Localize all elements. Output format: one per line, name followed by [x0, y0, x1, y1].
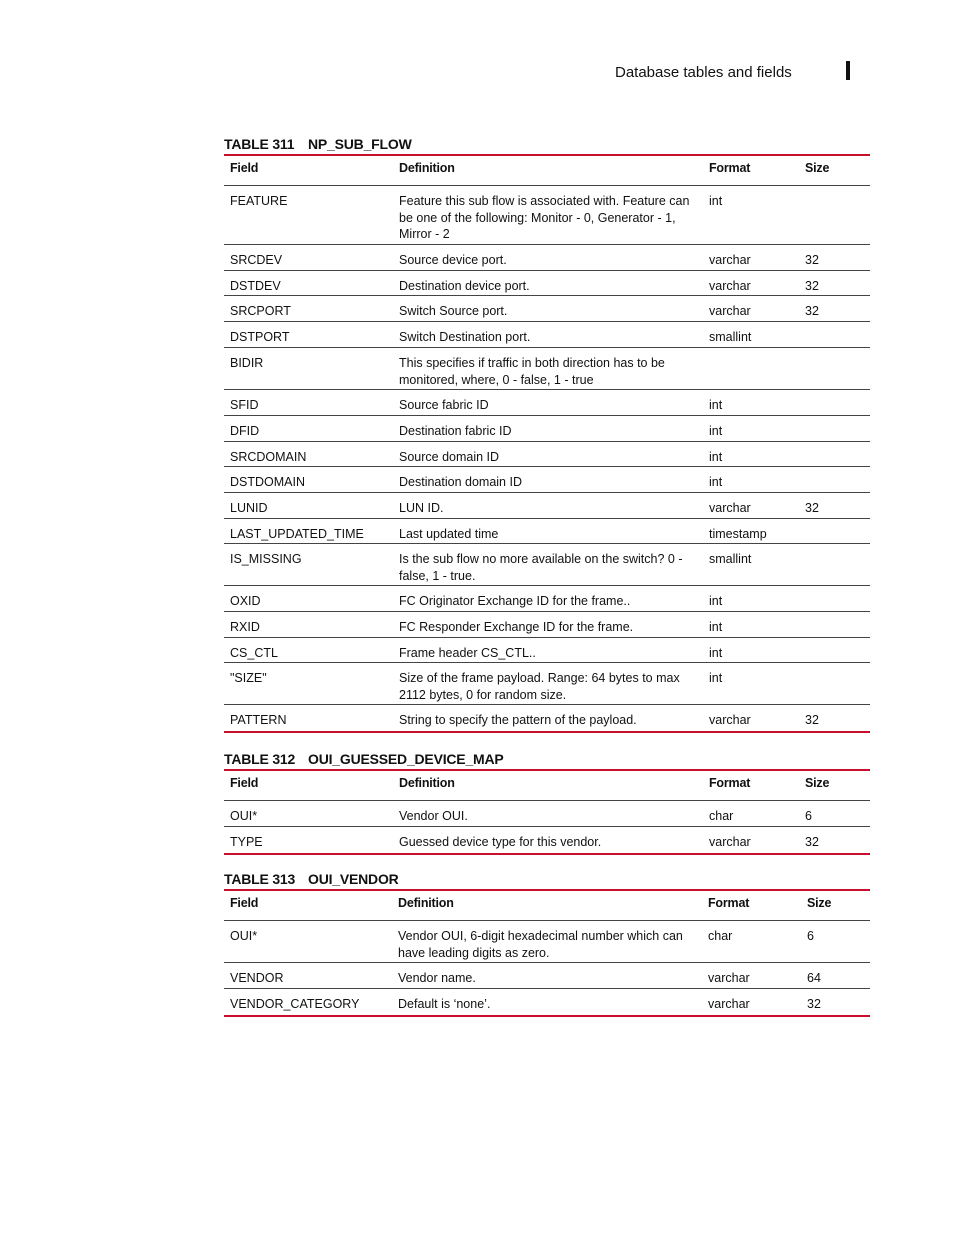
table-caption	[224, 869, 870, 889]
cell-format: int	[709, 398, 723, 412]
column-header-field: Field	[230, 896, 259, 910]
cell-size: 32	[805, 278, 819, 293]
cell-format: int	[709, 449, 723, 464]
cell-definition: Destination domain ID	[399, 475, 522, 489]
cell-size: 32	[805, 304, 819, 318]
table-name: OUI_VENDOR	[308, 871, 399, 887]
cell-format: varchar	[709, 278, 751, 293]
cell-field: IS_MISSING	[230, 552, 302, 566]
cell-format: char	[709, 809, 734, 823]
cell-size: 32	[805, 500, 819, 515]
table-row	[224, 416, 870, 442]
column-header-size: Size	[807, 896, 832, 910]
table-header-row	[224, 891, 870, 921]
table-body	[224, 769, 870, 855]
table-oui-vendor	[224, 869, 870, 1017]
table-row	[224, 348, 870, 390]
cell-format: timestamp	[709, 526, 767, 541]
page-header-title: Database tables and fields	[615, 64, 792, 81]
cell-definition: String to specify the pattern of the payload.	[399, 713, 637, 727]
table-name: NP_SUB_FLOW	[308, 136, 412, 152]
column-header-field: Field	[230, 161, 259, 175]
cell-definition: Destination fabric ID	[399, 423, 512, 438]
cell-field: LAST_UPDATED_TIME	[230, 526, 364, 541]
cell-definition: FC Responder Exchange ID for the frame.	[399, 620, 634, 634]
cell-definition: Last updated time	[399, 526, 499, 541]
table-row	[224, 322, 870, 348]
cell-size	[799, 390, 870, 415]
column-header-format: Format	[709, 776, 751, 790]
table-row	[224, 586, 870, 612]
table-row	[224, 989, 870, 1015]
cell-field: TYPE	[230, 835, 263, 849]
cell-definition: Source fabric ID	[399, 398, 489, 412]
table-row	[224, 921, 870, 963]
cell-definition: FC Originator Exchange ID for the frame..	[399, 594, 631, 608]
table-name: OUI_GUESSED_DEVICE_MAP	[308, 751, 504, 767]
cell-size: 32	[807, 997, 821, 1011]
cell-definition: Source device port.	[399, 253, 507, 267]
cell-definition: Size of the frame payload. Range: 64 bytes to max 2112 bytes, 0 for random size.	[399, 671, 680, 702]
cell-format: int	[709, 475, 723, 489]
cell-format: int	[709, 645, 723, 660]
cell-definition: Destination device port.	[399, 278, 530, 293]
table-row	[224, 963, 870, 989]
cell-size	[799, 186, 870, 244]
table-row	[224, 663, 870, 705]
cell-field: DSTPORT	[230, 330, 290, 344]
cell-format: int	[709, 423, 723, 438]
cell-format: varchar	[709, 253, 751, 267]
table-np-sub-flow	[224, 134, 870, 733]
cell-field: OUI*	[230, 809, 258, 823]
cell-format: int	[709, 194, 723, 208]
cell-format	[703, 348, 799, 389]
cell-definition: Default is ‘none’.	[398, 997, 491, 1011]
cell-definition: Vendor name.	[398, 971, 476, 985]
cell-size: 32	[805, 253, 819, 267]
cell-size	[799, 663, 870, 704]
cell-definition: Vendor OUI, 6-digit hexadecimal number which can have leading digits as zero.	[398, 929, 683, 960]
cell-size	[799, 638, 870, 663]
table-row	[224, 544, 870, 586]
column-header-size: Size	[805, 776, 830, 790]
cell-format: varchar	[708, 971, 750, 985]
cell-definition: LUN ID.	[399, 500, 444, 515]
cell-size: 64	[807, 971, 821, 985]
cell-size	[799, 612, 870, 637]
cell-definition: Frame header CS_CTL..	[399, 645, 536, 660]
cell-field: OUI*	[230, 929, 258, 943]
table-row	[224, 186, 870, 245]
cell-format: int	[709, 620, 723, 634]
cell-size	[799, 586, 870, 611]
table-body	[224, 154, 870, 733]
table-row	[224, 296, 870, 322]
cell-format: varchar	[709, 304, 751, 318]
table-body	[224, 889, 870, 1017]
cell-field: SFID	[230, 398, 259, 412]
table-header-row	[224, 156, 870, 186]
cell-definition: Vendor OUI.	[399, 809, 468, 823]
table-row	[224, 801, 870, 827]
column-header-size: Size	[805, 161, 830, 175]
cell-definition: Is the sub flow no more available on the switch? 0 - false, 1 - true.	[399, 552, 683, 583]
cell-format: int	[709, 671, 723, 685]
table-number: TABLE 313	[224, 871, 296, 887]
table-caption	[224, 134, 870, 154]
cell-field: VENDOR	[230, 971, 284, 985]
cell-field: VENDOR_CATEGORY	[230, 997, 360, 1011]
table-row	[224, 467, 870, 493]
column-header-definition: Definition	[399, 776, 455, 790]
cell-definition: Source domain ID	[399, 449, 500, 464]
cell-format: int	[709, 594, 723, 608]
cell-field: "SIZE"	[230, 671, 267, 685]
cell-field: FEATURE	[230, 194, 288, 208]
table-oui-guessed-device-map	[224, 749, 870, 855]
table-row	[224, 245, 870, 271]
cell-format: varchar	[709, 835, 751, 849]
column-header-format: Format	[709, 161, 751, 175]
cell-definition: Switch Destination port.	[399, 330, 531, 344]
cell-size	[799, 348, 870, 389]
cell-field: DSTDEV	[230, 278, 281, 293]
table-row	[224, 519, 870, 545]
cell-size: 6	[805, 809, 812, 823]
table-row	[224, 442, 870, 468]
table-number: TABLE 311	[224, 136, 295, 152]
cell-definition: Feature this sub flow is associated with. Feature can be one of the following: Monitor - 0, Generator - 1, Mirror - 2	[399, 194, 690, 241]
column-header-field: Field	[230, 776, 259, 790]
table-row	[224, 493, 870, 519]
cell-size	[799, 519, 870, 544]
table-number: TABLE 312	[224, 751, 296, 767]
cell-size	[799, 544, 870, 585]
cell-field: PATTERN	[230, 713, 287, 727]
cell-field: BIDIR	[230, 356, 264, 370]
column-header-definition: Definition	[399, 161, 455, 175]
cell-field: DFID	[230, 423, 260, 438]
cell-field: SRCPORT	[230, 304, 291, 318]
cell-size	[799, 442, 870, 467]
table-row	[224, 271, 870, 297]
cell-definition: This specifies if traffic in both direction has to be monitored, where, 0 - false, 1 - true	[399, 356, 665, 387]
cell-format: varchar	[709, 713, 751, 727]
cell-size: 32	[805, 713, 819, 727]
cell-format: smallint	[709, 552, 752, 566]
cell-size	[799, 416, 870, 441]
cell-field: CS_CTL	[230, 645, 278, 660]
cell-definition: Switch Source port.	[399, 304, 508, 318]
cell-definition: Guessed device type for this vendor.	[399, 835, 602, 849]
cell-size: 32	[805, 835, 819, 849]
cell-format: smallint	[709, 330, 752, 344]
table-row	[224, 827, 870, 853]
table-row	[224, 638, 870, 664]
cell-format: varchar	[708, 997, 750, 1011]
cell-size	[799, 322, 870, 347]
table-row	[224, 390, 870, 416]
column-header-format: Format	[708, 896, 750, 910]
column-header-definition: Definition	[398, 896, 454, 910]
cell-field: DSTDOMAIN	[230, 475, 305, 489]
cell-field: SRCDOMAIN	[230, 449, 307, 464]
cell-field: OXID	[230, 594, 261, 608]
table-header-row	[224, 771, 870, 801]
cell-format: varchar	[709, 500, 751, 515]
table-row	[224, 705, 870, 731]
cell-field: RXID	[230, 620, 260, 634]
table-caption	[224, 749, 870, 769]
cell-format: char	[708, 929, 733, 943]
cell-field: SRCDEV	[230, 253, 283, 267]
header-marker-bar	[846, 61, 850, 80]
cell-field: LUNID	[230, 500, 268, 515]
cell-size	[799, 467, 870, 492]
cell-size: 6	[807, 929, 814, 943]
table-row	[224, 612, 870, 638]
